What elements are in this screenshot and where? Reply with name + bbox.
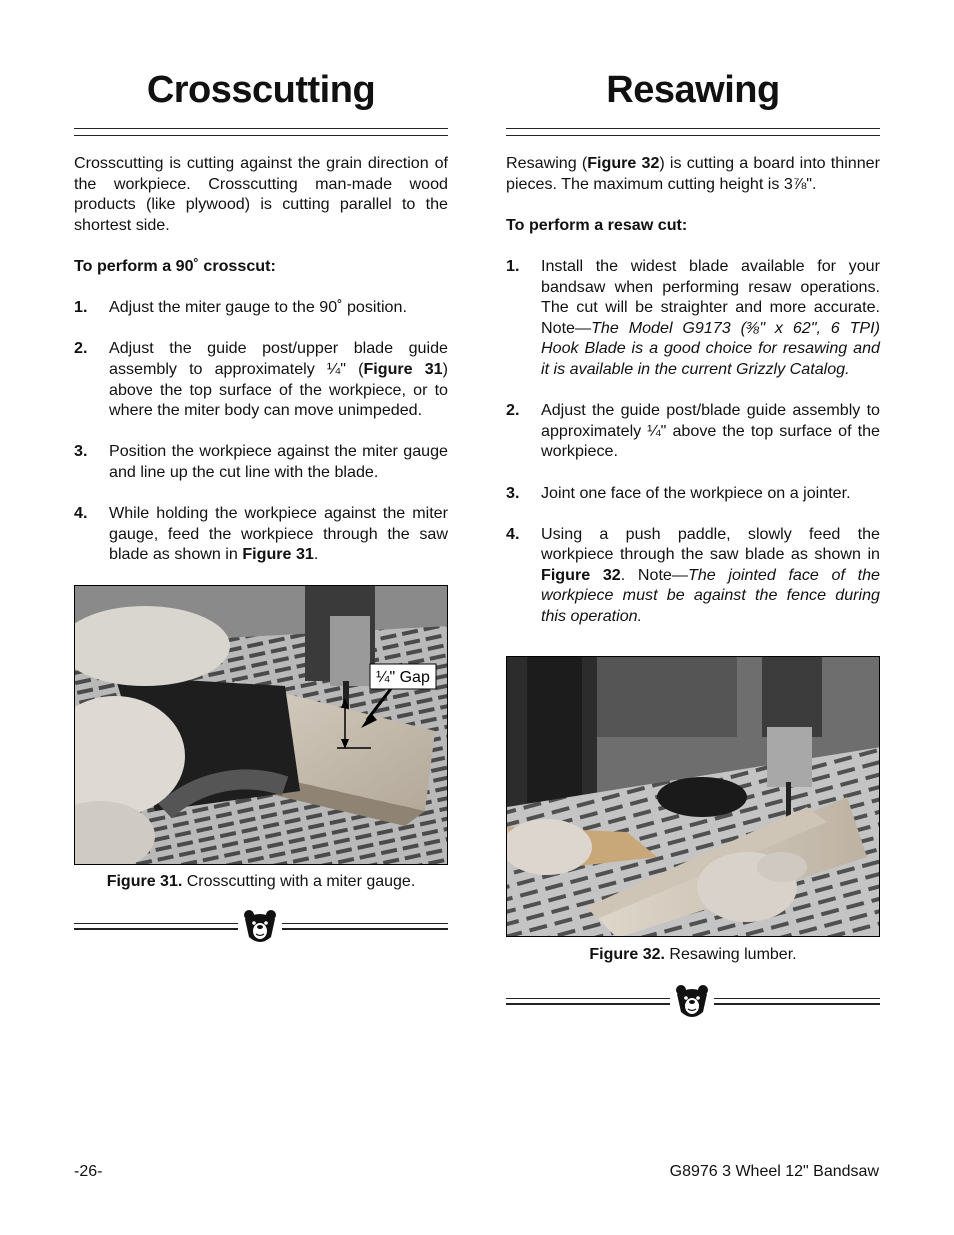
step-4: 4. While holding the workpiece against the miter gauge, feed the workpiece through the saw blade as shown in Figure 31. — [74, 504, 448, 564]
step-2: 2. Adjust the guide post/upper blade guide assembly to approximately ¼" (Figure 31) above the top surface of the workpiece, or to where the miter body can move unimpeded. — [74, 339, 448, 420]
bear-logo-icon — [673, 982, 711, 1025]
section-divider — [506, 990, 880, 1020]
page-number: -26- — [74, 1163, 103, 1180]
section-title-crosscutting: Crosscutting — [146, 69, 376, 111]
section-title-resawing: Resawing — [606, 69, 780, 111]
title-rule — [74, 128, 448, 136]
crosscut-subhead: To perform a 90˚ crosscut: — [74, 256, 276, 275]
step-1: 1. Adjust the miter gauge to the 90˚ position. — [74, 298, 407, 317]
step-2: 2. Adjust the guide post/blade guide assembly to approximately ¼" above the top surface of the workpiece. — [506, 401, 880, 461]
resaw-subhead: To perform a resaw cut: — [506, 215, 688, 234]
title-rule — [506, 128, 880, 136]
model-name: G8976 3 Wheel 12" Bandsaw — [669, 1163, 879, 1180]
figure-ref: Figure 31 — [363, 359, 443, 378]
figure-ref: Figure 31 — [242, 545, 314, 564]
step-4: 4. Using a push paddle, slowly feed the workpiece through the saw blade as shown in Figure 32. Note—The jointed face of the workpiece must be against the fence during this operation. — [506, 524, 880, 626]
figure-32-caption: Figure 32. Resawing lumber. — [589, 946, 797, 963]
figure-31-caption: Figure 31. Crosscutting with a miter gauge. — [106, 873, 416, 890]
figure-31-photo — [74, 585, 448, 865]
step-3: 3. Joint one face of the workpiece on a jointer. — [506, 483, 851, 502]
step-3: 3. Position the workpiece against the miter gauge and line up the cut line with the blade. — [74, 442, 448, 481]
resawing-intro: Resawing (Figure 32) is cutting a board into thinner pieces. The maximum cutting height is 3⅞". — [506, 154, 880, 193]
crosscutting-text — [74, 153, 448, 565]
resawing-text — [506, 153, 880, 627]
bear-logo-icon — [241, 907, 279, 950]
figure-32-photo — [506, 656, 880, 937]
gap-callout: ¼" Gap — [376, 669, 430, 686]
step-1: 1. Install the widest blade available for your bandsaw when performing resaw operations. The cut will be straighter and more accurate. Note—The Model G9173 (⅜" x 62", 6 TPI) Hook Blade is a good choice for resawing and it is available in the current Grizzly Catalog. — [506, 256, 880, 378]
crosscutting-intro: Crosscutting is cutting against the grain direction of the workpiece. Crosscutting man-made wood products (like plywood) is cutting parallel to the shortest side. — [74, 154, 448, 234]
section-divider — [74, 915, 448, 945]
